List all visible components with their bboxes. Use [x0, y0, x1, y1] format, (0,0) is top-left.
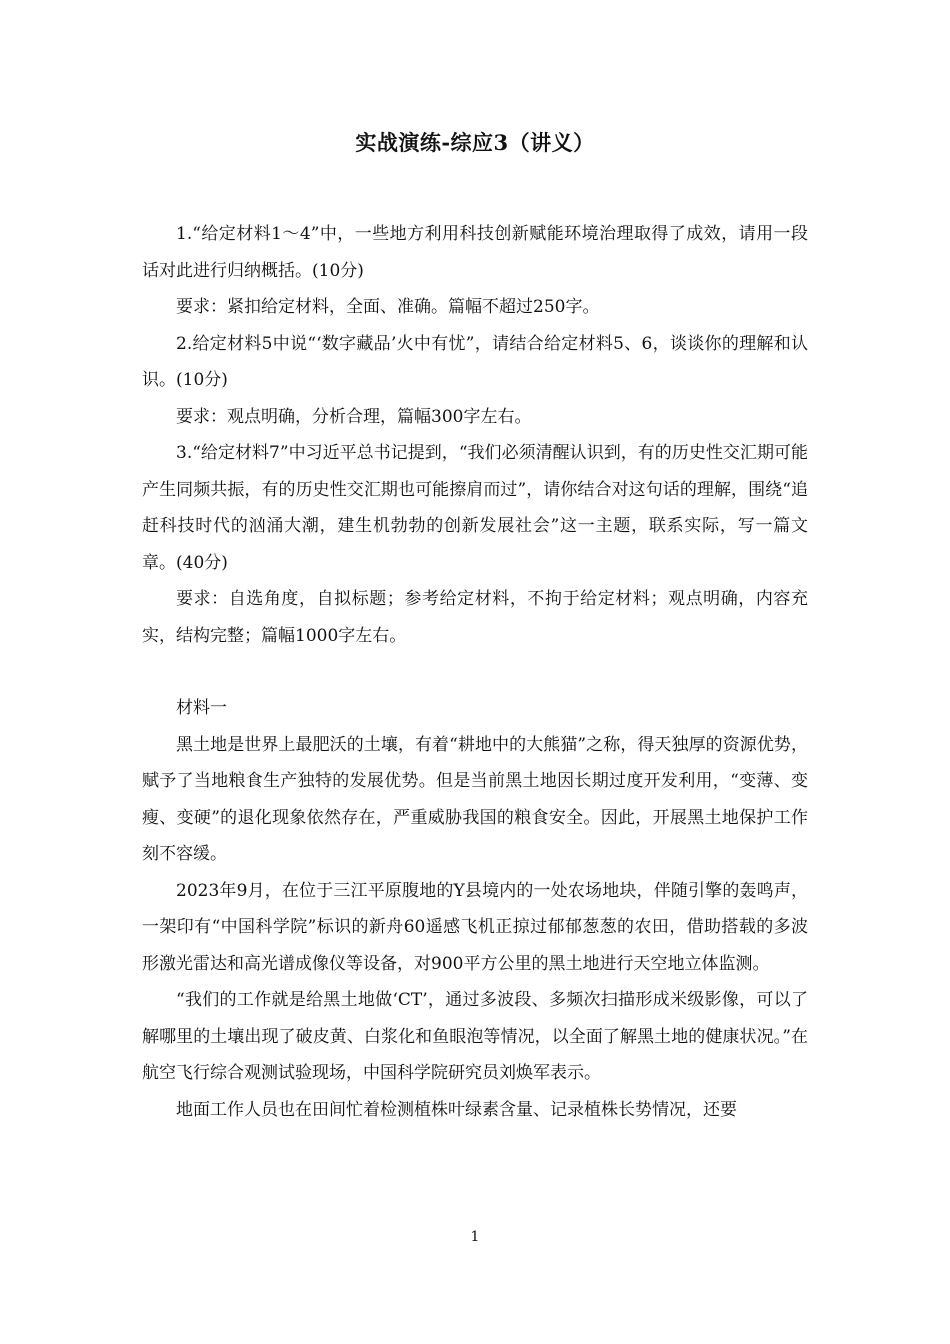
page-number: 1: [470, 1229, 480, 1245]
material-paragraph: 地面工作人员也在田间忙着检测植株叶绿素含量、记录植株长势情况，还要: [176, 1099, 737, 1120]
section-spacer: [142, 654, 808, 690]
document-title: 实战演练-综应3（讲义）: [355, 130, 595, 155]
question-1-requirement: 要求：紧扣给定材料，全面、准确。篇幅不超过250字。: [176, 297, 600, 317]
question-3: 3.“给定材料7”中习近平总书记提到，“我们必须清醒认识到，有的历史性交汇期可能产生同频共振，有的历史性交汇期也可能擦肩而过”，请你结合对这句话的理解，围绕“追赶科技时代的汹涌大潮，建生机勃勃的创新发展社会”这一主题，联系实际，写一篇文章。(40分): [142, 443, 808, 573]
question-1: 1.“给定材料1～4”中，一些地方利用科技创新赋能环境治理取得了成效，请用一段话对此进行归纳概括。(10分): [142, 224, 808, 281]
material-paragraph: 2023年9月，在位于三江平原腹地的Y县境内的一处农场地块，伴随引擎的轰鸣声，一架印有“中国科学院”标识的新舟60遥感飞机正掠过郁郁葱葱的农田，借助搭载的多波形激光雷达和高光谱成像仪等设备，对900平方公里的黑土地进行天空地立体监测。: [142, 880, 808, 974]
material-heading: 材料一: [176, 698, 227, 718]
question-2: 2.给定材料5中说“‘数字藏品’火中有忧”，请结合给定材料5、6，谈谈你的理解和认识。(10分): [142, 333, 808, 390]
document-body: [142, 216, 808, 1128]
question-3-requirement: 要求：自选角度，自拟标题；参考给定材料，不拘于给定材料；观点明确，内容充实，结构完整；篇幅1000字左右。: [142, 589, 808, 646]
material-paragraph: 黑土地是世界上最肥沃的土壤，有着“耕地中的大熊猫”之称，得天独厚的资源优势，赋予了当地粮食生产独特的发展优势。但是当前黑土地因长期过度开发利用，“变薄、变瘦、变硬”的退化现象依然存在，严重威胁我国的粮食安全。因此，开展黑土地保护工作刻不容缓。: [142, 734, 808, 864]
material-paragraph: “我们的工作就是给黑土地做‘CT’，通过多波段、多频次扫描形成米级影像，可以了解哪里的土壤出现了破皮黄、白浆化和鱼眼泡等情况，以全面了解黑土地的健康状况。”在航空飞行综合观测试验现场，中国科学院研究员刘焕军表示。: [142, 990, 808, 1083]
question-2-requirement: 要求：观点明确，分析合理，篇幅300字左右。: [176, 406, 532, 427]
